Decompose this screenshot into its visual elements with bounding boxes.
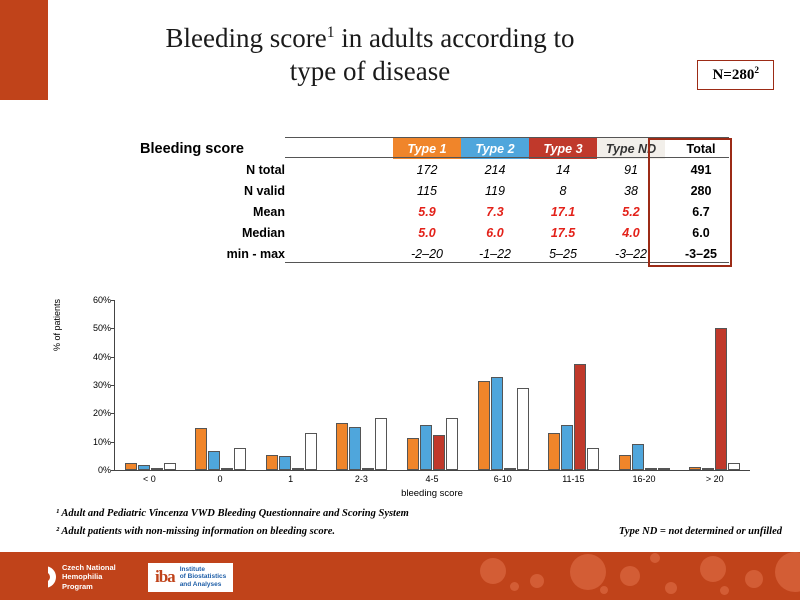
cell-n-total-type-nd: 91 — [624, 162, 638, 177]
chart-bar — [715, 328, 727, 470]
chart-x-tick: 6-10 — [493, 474, 512, 484]
chart-bar — [407, 438, 419, 470]
cell-n-total-type-1: 172 — [416, 162, 438, 177]
chart-bar — [305, 433, 317, 470]
cell-median-type-1: 5.0 — [418, 225, 436, 240]
table-row — [285, 201, 737, 222]
chart-bar-group — [397, 300, 468, 470]
cell-median-total: 6.0 — [692, 225, 710, 240]
chart-bar — [164, 463, 176, 470]
chart-y-tick: 10% — [92, 436, 111, 447]
cell-min-max-type-1: -2–20 — [411, 246, 443, 261]
decorative-dot — [775, 552, 800, 592]
footnote-1: ¹ Adult and Pediatric Vincenza VWD Bleeding Questionnaire and Scoring System — [56, 508, 409, 519]
chart-bar — [125, 463, 137, 470]
iba-logo — [148, 563, 233, 592]
chart-bar — [138, 465, 150, 470]
decorative-dot — [600, 586, 608, 594]
decorative-corner-top-left — [0, 0, 48, 100]
column-header-type-2: Type 2 — [461, 138, 529, 159]
chart-bar — [491, 377, 503, 470]
title-superscript-1: 1 — [326, 24, 335, 41]
chart-y-axis-label: % of patients — [52, 298, 62, 352]
n-total-badge — [697, 60, 774, 90]
table-rule — [285, 157, 729, 158]
column-header-type-3: Type 3 — [529, 138, 597, 159]
chart-bar — [433, 435, 445, 470]
chart-bar — [587, 448, 599, 470]
table-rule-bottom — [285, 262, 729, 263]
chart-x-axis-label: bleeding score — [401, 488, 463, 499]
cell-n-total-type-2: 214 — [484, 162, 506, 177]
row-label-mean: Mean — [253, 204, 285, 219]
chart-bar — [336, 423, 348, 470]
chart-bar — [702, 468, 714, 470]
page-title — [70, 22, 670, 88]
footer-bar — [0, 552, 800, 600]
table-corner-cell — [285, 138, 393, 159]
chart-bar-group — [186, 300, 257, 470]
chart-bar-group — [256, 300, 327, 470]
cell-mean-type-1: 5.9 — [418, 204, 436, 219]
cell-mean-total: 6.7 — [692, 204, 710, 219]
chart-bar — [517, 388, 529, 470]
decorative-dots — [470, 552, 800, 600]
decorative-dot — [510, 582, 519, 591]
chart-y-tick: 30% — [92, 380, 111, 390]
cell-n-valid-type-1: 115 — [417, 183, 437, 198]
cell-median-type-nd: 4.0 — [622, 225, 640, 240]
chart-bar — [221, 468, 233, 470]
decorative-dot — [700, 556, 726, 582]
logo-right-text — [180, 566, 227, 589]
chart-bar — [632, 444, 644, 470]
cell-n-valid-type-3: 8 — [559, 183, 567, 198]
table-header-row — [285, 138, 737, 159]
bleeding-score-chart — [52, 292, 758, 499]
chart-bar — [151, 468, 163, 470]
chart-bar — [478, 381, 490, 470]
chart-bar — [689, 467, 701, 470]
cell-n-valid-type-nd: 38 — [624, 183, 638, 198]
n-total-badge-text: N=280 — [712, 67, 755, 83]
chart-bar — [234, 448, 246, 470]
chart-bar — [548, 433, 560, 470]
table-row — [285, 243, 737, 264]
chart-y-tickmark — [111, 470, 115, 471]
chart-bar — [292, 468, 304, 470]
chart-bar — [645, 468, 657, 470]
chart-bar-group — [680, 300, 751, 470]
cell-mean-type-2: 7.3 — [486, 204, 504, 219]
chart-bar-groups — [115, 300, 750, 470]
chart-bar — [561, 425, 573, 470]
logo-left-line-3: Program — [62, 581, 93, 591]
chart-bar — [362, 468, 374, 470]
cell-n-valid-total: 280 — [690, 183, 712, 198]
chart-x-tick: 11-15 — [562, 474, 585, 484]
decorative-dot — [665, 582, 677, 594]
chart-bar — [504, 468, 516, 470]
chart-bar — [728, 463, 740, 470]
chart-bar-group — [609, 300, 680, 470]
cell-n-total-type-3: 14 — [556, 162, 570, 177]
chart-bar — [349, 427, 361, 470]
chart-bar — [195, 428, 207, 470]
cell-n-total-total: 491 — [690, 162, 712, 177]
iba-wordmark: iba — [155, 567, 175, 587]
title-line-1: Bleeding score — [165, 23, 327, 53]
table-row — [285, 180, 737, 201]
decorative-dot — [480, 558, 506, 584]
chart-plot-area — [92, 295, 750, 475]
chart-bar — [446, 418, 458, 470]
row-label-median: Median — [241, 225, 285, 240]
chart-bar-group — [115, 300, 186, 470]
decorative-dot — [650, 553, 660, 563]
cell-median-type-2: 6.0 — [486, 225, 504, 240]
logo-right-line-1: Institute — [179, 565, 205, 573]
cell-median-type-3: 17.5 — [550, 225, 576, 240]
cell-mean-type-3: 17.1 — [550, 204, 576, 219]
table-row — [285, 222, 737, 243]
cell-min-max-total: -3–25 — [685, 246, 717, 261]
title-line-2: type of disease — [289, 55, 451, 86]
table-row — [285, 159, 737, 180]
column-header-total: Total — [686, 141, 716, 156]
footnote-2: ² Adult patients with non-missing information on bleeding score. — [56, 526, 336, 537]
decorative-dot — [745, 570, 763, 588]
chart-bar — [574, 364, 586, 470]
title-line-1b: in adults according to — [334, 23, 575, 53]
chart-x-tick-labels — [114, 474, 750, 484]
chart-bar-group — [327, 300, 398, 470]
chart-x-tick: > 20 — [705, 474, 724, 484]
chart-x-tick: 0 — [217, 474, 223, 484]
chart-y-tick: 60% — [92, 295, 111, 305]
decorative-dot — [530, 574, 544, 588]
chart-x-tick: 2-3 — [354, 474, 368, 484]
column-header-type-nd: Type ND — [597, 138, 665, 159]
chart-bar — [375, 418, 387, 470]
footnote-type-nd: Type ND = not determined or unfilled — [618, 526, 782, 537]
chart-bar — [279, 456, 291, 470]
decorative-dot — [720, 586, 729, 595]
logo-right-line-2: of Biostatistics — [179, 573, 227, 581]
chart-bar — [208, 451, 220, 470]
decorative-corner-bottom-left — [0, 552, 48, 600]
table-title: Bleeding score — [140, 141, 244, 157]
chart-bar — [619, 455, 631, 470]
cell-n-valid-type-2: 119 — [485, 183, 505, 198]
chart-x-tick: 16-20 — [632, 474, 656, 484]
chart-x-tick: < 0 — [142, 474, 156, 484]
row-label-n-total: N total — [246, 162, 285, 177]
cell-mean-type-nd: 5.2 — [622, 204, 640, 219]
chart-y-tick: 20% — [92, 408, 111, 419]
chart-bar — [420, 425, 432, 470]
logo-left-line-2: Hemophilia — [62, 572, 103, 582]
row-label-min-max: min - max — [226, 246, 285, 261]
decorative-dot — [620, 566, 640, 586]
chart-y-tick: 50% — [92, 323, 111, 334]
chart-x-tick: 1 — [288, 474, 294, 484]
chart-bar — [658, 468, 670, 470]
chart-bar — [266, 455, 278, 470]
cell-min-max-type-2: -1–22 — [479, 246, 511, 261]
row-label-n-valid: N valid — [244, 183, 285, 198]
cell-min-max-type-nd: -3–22 — [615, 246, 647, 261]
logo-right-line-3: and Analyses — [179, 581, 222, 589]
chart-bar-group — [468, 300, 539, 470]
chart-bar-group — [538, 300, 609, 470]
chart-x-tick: 4-5 — [425, 474, 439, 484]
cell-min-max-type-3: 5–25 — [549, 246, 577, 261]
n-total-badge-superscript: 2 — [754, 66, 759, 76]
chart-y-tick: 0% — [97, 465, 111, 475]
decorative-dot — [570, 554, 606, 590]
chart-y-tick: 40% — [92, 351, 111, 362]
column-header-type-1: Type 1 — [393, 138, 461, 159]
logo-left-text — [62, 563, 116, 591]
logo-left-line-1: Czech National — [62, 562, 116, 572]
